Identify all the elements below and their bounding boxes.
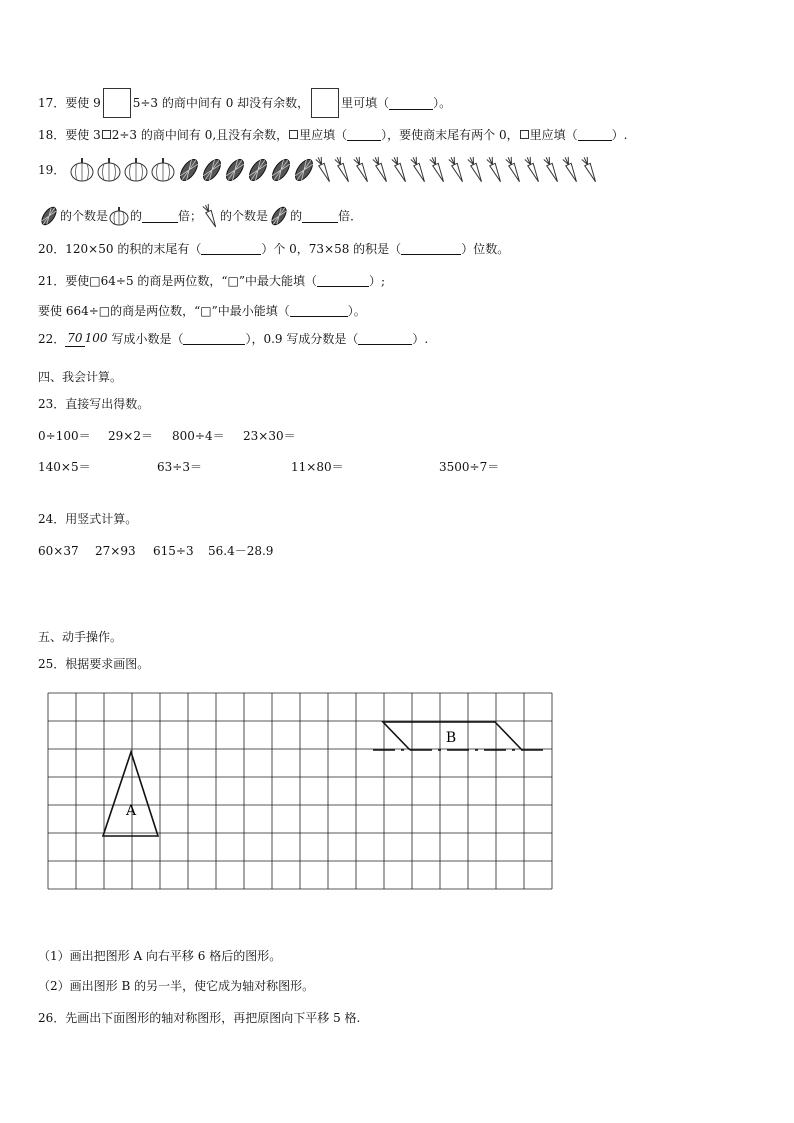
q23-row-1 (38, 428, 738, 444)
question-21-part-2 (38, 302, 366, 319)
calc-item: 3500÷7＝ (439, 460, 500, 474)
q22-answer-blank-2[interactable] (358, 332, 412, 345)
shape-a-label: A (125, 803, 137, 819)
pumpkin-icon (98, 158, 120, 181)
corn-icon (38, 204, 60, 228)
q19-answer-blank-2[interactable] (302, 210, 338, 223)
carrot-icon (391, 156, 408, 183)
q23-row-2 (38, 459, 738, 475)
calc-item: 56.4－28.9 (208, 544, 274, 558)
q18-text-4: ），要使商末尾有两个 0， (381, 127, 519, 142)
calc-item: 63÷3＝ (157, 460, 202, 474)
section-5-heading: 五、动手操作。 (38, 630, 123, 644)
carrot-icon (372, 156, 389, 183)
q25-title: 25．根据要求画图。 (38, 657, 150, 671)
q20-number: 20． (38, 241, 66, 256)
carrot-icon (429, 156, 446, 183)
q20-answer-blank-1[interactable] (201, 242, 261, 255)
carrot-icon (315, 156, 332, 183)
q21-text-2: ）; (369, 273, 386, 288)
question-21 (38, 272, 385, 289)
carrot-icon (486, 156, 503, 183)
carrot-icon (353, 156, 370, 183)
calc-item: 23×30＝ (243, 429, 296, 443)
fraction-denominator: 100 (84, 331, 108, 346)
q22-number: 22． (38, 331, 66, 346)
q21-answer-blank-2[interactable] (290, 304, 348, 317)
q19-text-6: 倍． (338, 209, 363, 223)
q17-digit-box-1[interactable] (103, 88, 131, 118)
q21-text-4: ）。 (347, 303, 366, 318)
corn-icon (246, 157, 270, 184)
q18-small-box-3 (520, 130, 529, 139)
corn-icon (200, 157, 224, 184)
calc-item: 60×37 (38, 544, 79, 558)
question-22 (38, 330, 428, 347)
carrot-icon (448, 156, 465, 183)
q21-answer-blank-1[interactable] (317, 274, 369, 287)
corn-icon (268, 204, 290, 228)
calc-item: 11×80＝ (291, 460, 344, 474)
q20-answer-blank-2[interactable] (401, 242, 461, 255)
q22-answer-blank-1[interactable] (183, 332, 245, 345)
carrot-icon (543, 156, 560, 183)
carrot-icon (202, 203, 220, 229)
q18-text-2: 2÷3 的商中间有 0,且没有余数， (111, 127, 289, 142)
q20-text-2: ）个 0，73×58 的积是（ (261, 241, 402, 256)
q22-text-1: 写成小数是（ (111, 331, 184, 346)
q21-text-3: 要使 664÷□的商是两位数，“□”中最小能填（ (38, 303, 290, 318)
calc-item: 140×5＝ (38, 460, 91, 474)
carrot-icon (410, 156, 427, 183)
q19-icon-strip (70, 155, 610, 185)
q22-text-3: ）. (412, 331, 429, 346)
corn-icon (269, 157, 293, 184)
carrot-icon (524, 156, 541, 183)
q25-instruction-1: （1）画出把图形 A 向右平移 6 格后的图形。 (38, 949, 282, 963)
q21-text-1: 要使□64÷5 的商是两位数，“□”中最大能填（ (65, 273, 318, 288)
q17-text-4: ）。 (433, 96, 452, 110)
carrot-icon (467, 156, 484, 183)
pumpkin-icon (108, 205, 130, 227)
question-19-number: 19． (38, 163, 66, 177)
q25-grid-figure (47, 692, 553, 897)
q18-answer-blank-1[interactable] (347, 128, 381, 141)
calc-item: 800÷4＝ (172, 429, 225, 443)
q19-answer-blank-1[interactable] (142, 210, 178, 223)
q19-text-1: 的个数是 (60, 209, 109, 223)
carrot-icon (562, 156, 579, 183)
fraction-numerator: 70 (67, 330, 83, 345)
corn-icon (292, 157, 316, 184)
q20-text-1: 120×50 的积的末尾有（ (65, 241, 202, 256)
q18-text-5: 里应填（ (529, 127, 578, 142)
q17-text-1: 要使 9 (65, 96, 101, 110)
q26-title: 26．先画出下面图形的轴对称图形，再把原图向下平移 5 格. (38, 1011, 361, 1025)
q17-number: 17． (38, 96, 66, 110)
q18-text-6: ）. (611, 127, 628, 142)
q19-text-2: 的 (130, 209, 143, 223)
q18-answer-blank-2[interactable] (578, 128, 612, 141)
q19-text-4: 的个数是 (220, 209, 269, 223)
pumpkin-icon (152, 158, 174, 181)
calc-item: 27×93 (95, 544, 136, 558)
q23-title: 23．直接写出得数。 (38, 397, 150, 411)
drawing-grid[interactable] (47, 692, 553, 894)
q19-text-3: 倍； (178, 209, 203, 223)
q20-text-3: ）位数。 (461, 241, 510, 256)
calc-item: 29×2＝ (108, 429, 153, 443)
q18-small-box-1 (102, 130, 111, 139)
carrot-icon (505, 156, 522, 183)
q19-picture-row (70, 155, 610, 185)
shape-b-label: B (445, 730, 457, 746)
question-17 (38, 88, 451, 118)
question-18 (38, 126, 627, 143)
q22-text-2: ），0.9 写成分数是（ (245, 331, 359, 346)
q25-instruction-2: （2）画出图形 B 的另一半，使它成为轴对称图形。 (38, 979, 315, 993)
pumpkin-icon (71, 158, 93, 181)
q24-title: 24．用竖式计算。 (38, 512, 138, 526)
q24-row (38, 543, 738, 559)
corn-icon (177, 157, 201, 184)
corn-icon (223, 157, 247, 184)
shape-a-triangle (103, 752, 158, 836)
q17-digit-box-2[interactable] (311, 88, 339, 118)
q17-text-3: 里可填（ (341, 96, 390, 110)
q19-sentence (38, 203, 362, 229)
q22-fraction (65, 330, 107, 347)
q21-number: 21． (38, 273, 66, 288)
q18-small-box-2 (289, 130, 298, 139)
calc-item: 615÷3 (153, 544, 194, 558)
q17-answer-blank[interactable] (389, 97, 433, 110)
q18-number: 18． (38, 127, 66, 142)
q18-text-1: 要使 3 (65, 127, 101, 142)
question-20 (38, 240, 509, 257)
q17-text-2: 5÷3 的商中间有 0 却没有余数， (132, 96, 310, 110)
carrot-icon (581, 156, 598, 183)
q18-text-3: 里应填（ (299, 127, 348, 142)
carrot-icon (334, 156, 351, 183)
q19-text-5: 的 (290, 209, 303, 223)
calc-item: 0÷100＝ (38, 429, 91, 443)
pumpkin-icon (125, 158, 147, 181)
section-4-heading: 四、我会计算。 (38, 370, 123, 384)
